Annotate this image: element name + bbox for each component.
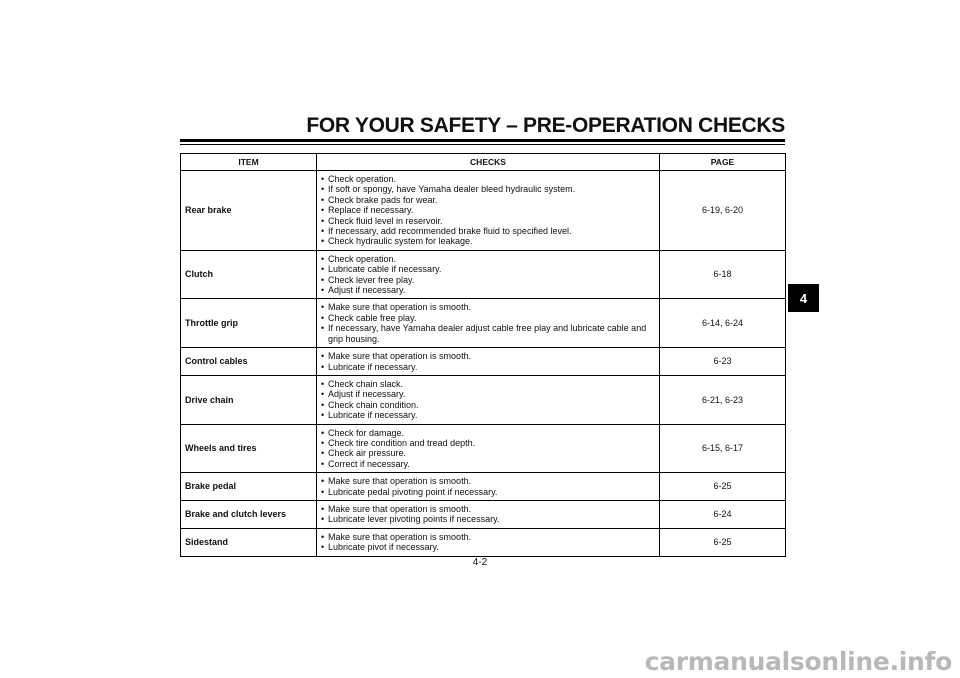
checks-cell [317, 250, 660, 299]
checks-cell [317, 500, 660, 528]
table-row [181, 375, 786, 424]
checks-cell [317, 299, 660, 348]
check-list-item: • Adjust if necessary. [321, 389, 655, 399]
page-reference: 6-18 [660, 250, 786, 299]
check-list-item: • If necessary, add recommended brake fluid to specified level. [321, 226, 655, 236]
check-list-item: • Lubricate lever pivoting points if necessary. [321, 514, 655, 524]
check-list-item: • Lubricate cable if necessary. [321, 264, 655, 274]
check-list-item: • Check operation. [321, 174, 655, 184]
item-name: Wheels and tires [181, 424, 317, 473]
checks-cell [317, 171, 660, 251]
page-reference: 6-19, 6-20 [660, 171, 786, 251]
chapter-tab: 4 [788, 284, 819, 312]
page-reference: 6-21, 6-23 [660, 375, 786, 424]
table-row [181, 299, 786, 348]
check-list [321, 428, 655, 470]
watermark: carmanualsonline.info [644, 647, 952, 676]
page-reference: 6-25 [660, 528, 786, 556]
check-list-item: • Check lever free play. [321, 275, 655, 285]
check-list [321, 254, 655, 296]
pre-operation-checks-table [180, 153, 786, 557]
check-list-item: • Adjust if necessary. [321, 285, 655, 295]
table-row [181, 424, 786, 473]
check-list-item: • Correct if necessary. [321, 459, 655, 469]
check-list-item: • Check cable free play. [321, 313, 655, 323]
item-name: Throttle grip [181, 299, 317, 348]
check-list-item: • Check air pressure. [321, 448, 655, 458]
item-name: Clutch [181, 250, 317, 299]
page-reference: 6-14, 6-24 [660, 299, 786, 348]
check-list [321, 174, 655, 247]
page-reference: 6-25 [660, 473, 786, 501]
page-title: FOR YOUR SAFETY – PRE-OPERATION CHECKS [306, 114, 785, 137]
check-list-item: • Check tire condition and tread depth. [321, 438, 655, 448]
check-list-item: • Make sure that operation is smooth. [321, 476, 655, 486]
checks-cell [317, 473, 660, 501]
column-header-page: PAGE [660, 154, 786, 171]
check-list-item: • Lubricate if necessary. [321, 362, 655, 372]
check-list [321, 379, 655, 421]
item-name: Brake and clutch levers [181, 500, 317, 528]
check-list-item: • Make sure that operation is smooth. [321, 302, 655, 312]
table-row [181, 473, 786, 501]
title-rule-thick [180, 139, 785, 142]
checks-cell [317, 375, 660, 424]
check-list-item: • Check hydraulic system for leakage. [321, 236, 655, 246]
title-rule-thin [180, 144, 785, 145]
checks-cell [317, 528, 660, 556]
page-reference: 6-23 [660, 348, 786, 376]
table-row [181, 171, 786, 251]
check-list-item: • Make sure that operation is smooth. [321, 532, 655, 542]
check-list-item: • Check operation. [321, 254, 655, 264]
check-list-item: • Lubricate pedal pivoting point if necessary. [321, 487, 655, 497]
item-name: Sidestand [181, 528, 317, 556]
table-row [181, 528, 786, 556]
check-list-item: • Check chain slack. [321, 379, 655, 389]
checks-cell [317, 348, 660, 376]
check-list-item: • Replace if necessary. [321, 205, 655, 215]
check-list [321, 476, 655, 497]
check-list-item: • Check chain condition. [321, 400, 655, 410]
page-number: 4-2 [472, 557, 488, 568]
check-list-item: • Make sure that operation is smooth. [321, 504, 655, 514]
table-header-row [181, 154, 786, 171]
check-list [321, 351, 655, 372]
item-name: Drive chain [181, 375, 317, 424]
table-row [181, 500, 786, 528]
check-list [321, 532, 655, 553]
page-reference: 6-24 [660, 500, 786, 528]
check-list [321, 302, 655, 344]
check-list-item: • Make sure that operation is smooth. [321, 351, 655, 361]
item-name: Brake pedal [181, 473, 317, 501]
check-list-item: • Check fluid level in reservoir. [321, 216, 655, 226]
table-row [181, 348, 786, 376]
check-list-item: • Check for damage. [321, 428, 655, 438]
check-list-item: • If soft or spongy, have Yamaha dealer bleed hydraulic system. [321, 184, 655, 194]
checks-cell [317, 424, 660, 473]
column-header-item: ITEM [181, 154, 317, 171]
check-list-item: • Check brake pads for wear. [321, 195, 655, 205]
check-list-item: • Lubricate if necessary. [321, 410, 655, 420]
table-row [181, 250, 786, 299]
check-list-item: • If necessary, have Yamaha dealer adjust cable free play and lubricate cable and grip housing. [321, 323, 655, 344]
item-name: Rear brake [181, 171, 317, 251]
page-reference: 6-15, 6-17 [660, 424, 786, 473]
item-name: Control cables [181, 348, 317, 376]
check-list [321, 504, 655, 525]
column-header-checks: CHECKS [317, 154, 660, 171]
table-body [181, 171, 786, 557]
check-list-item: • Lubricate pivot if necessary. [321, 542, 655, 552]
